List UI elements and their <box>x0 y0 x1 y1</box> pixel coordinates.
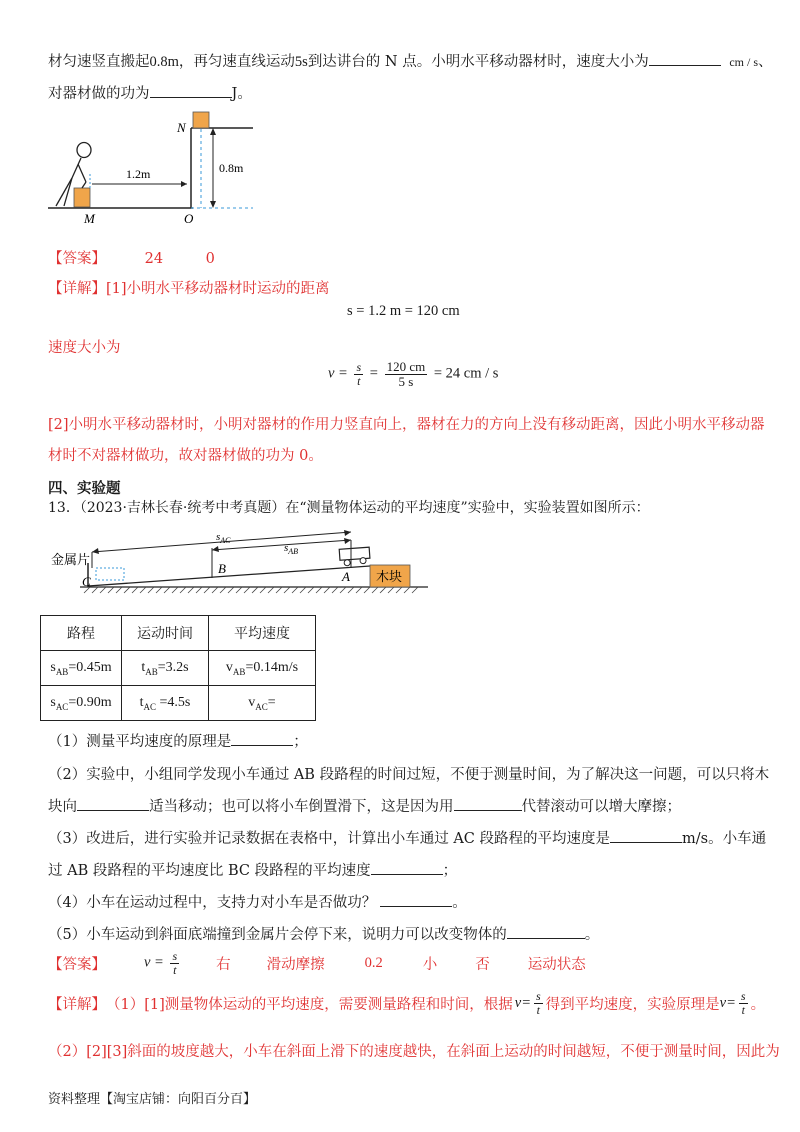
text: m/s。小车通 <box>682 831 767 847</box>
wood-block-label: 木块 <box>376 569 403 584</box>
text: ，再匀速直线运动 <box>178 54 295 70</box>
point-c-label: C <box>82 574 91 589</box>
q13-part-3-line1 <box>48 827 766 848</box>
text: 块向 <box>48 799 77 815</box>
page-footer <box>48 1088 256 1107</box>
q12-detail-2-line1 <box>48 413 765 434</box>
table-cell: $s_{AB}=0.45m$ <box>41 651 122 686</box>
q12-detail-1 <box>48 277 330 298</box>
answer-blank[interactable] <box>231 744 293 746</box>
answer-value: 否 <box>475 956 490 973</box>
detail-tag: 【详解】 <box>48 996 106 1013</box>
answer-blank[interactable] <box>77 809 149 811</box>
text: （3）改进后，进行实验并记录数据在表格中，计算出小车通过 AC 段路程的平均速度是 <box>48 831 611 847</box>
point-m-label: M <box>84 211 95 226</box>
text: ； <box>293 734 308 750</box>
denominator: 5 s <box>398 373 414 389</box>
text: 。 <box>750 996 766 1013</box>
q13-part-2-line1 <box>48 763 769 784</box>
text: 四、实验题 <box>48 481 121 497</box>
q13-detail-1 <box>48 990 765 1016</box>
text: = <box>369 365 378 382</box>
sac-label: $s_{AC}$ <box>216 531 231 545</box>
answer-blank[interactable] <box>649 64 721 66</box>
q13-part-5 <box>48 923 599 944</box>
answer-tag: 【答案】 <box>48 956 106 973</box>
height-label: 0.8m <box>219 161 244 175</box>
table-cell[interactable]: $v_{AC}=$ <box>209 686 316 721</box>
q12-speed-intro <box>48 336 121 357</box>
answer-value: 0 <box>205 251 215 267</box>
text: 速度大小为 <box>48 340 121 356</box>
text: 材匀速竖直搬起 <box>48 54 150 70</box>
table-header: 运动时间 <box>122 616 209 651</box>
table-cell: $t_{AB}=3.2s$ <box>122 651 209 686</box>
answer-value: 小 <box>422 956 438 973</box>
distance-label: 1.2m <box>126 167 151 181</box>
text: 。 <box>452 895 467 911</box>
denominator: t <box>357 373 361 388</box>
table-row <box>41 686 316 721</box>
text: 0.8m <box>149 54 179 70</box>
text: 代替滚动可以增大摩擦； <box>521 799 681 815</box>
ground-hatch <box>84 587 418 593</box>
text: （4）小车在运动过程中，支持力对小车是否做功？ <box>48 895 377 911</box>
sab-label: $s_{AB}$ <box>284 542 299 556</box>
text: [1]小明水平移动器材时运动的距离 <box>106 281 330 297</box>
q13-part-1 <box>48 730 308 751</box>
q12-equation-2 <box>328 360 498 388</box>
answer-blank[interactable] <box>150 96 232 98</box>
text: 到达讲台的 N 点。小明水平移动器材时，速度大小为 <box>307 54 649 70</box>
text: = 24 cm / s <box>433 365 499 382</box>
formula-v: v= <box>514 994 531 1011</box>
answer-tag: 【答案】 <box>48 251 106 267</box>
q13-part-3-line2 <box>48 859 457 880</box>
q12-detail-2-line2 <box>48 444 323 465</box>
text: 过 AB 段路程的平均速度比 BC 段路程的平均速度 <box>48 863 371 879</box>
text: 得到平均速度，实验原理是 <box>545 996 720 1013</box>
table-header: 平均速度 <box>209 616 316 651</box>
unit: cm / s <box>729 55 758 69</box>
cart-icon <box>339 547 370 566</box>
text: v = <box>144 954 164 971</box>
q13-data-table <box>40 615 316 721</box>
formula-frac: $\frac{s}{t}$ <box>536 989 541 1017</box>
point-o-label: O <box>184 211 194 226</box>
numerator: s <box>356 360 362 375</box>
table-cell: $s_{AC}=0.90m$ <box>41 686 122 721</box>
q13-stem <box>48 497 650 517</box>
answer-blank[interactable] <box>371 873 443 875</box>
text: 、 <box>758 54 773 70</box>
text: （1）测量平均速度的原理是 <box>48 734 232 750</box>
denominator: t <box>173 962 177 977</box>
text: （2）[2][3]斜面的坡度越大，小车在斜面上滑下的速度越快，在斜面上运动的时间越短，不便于测量时间，因此为 <box>48 1044 780 1060</box>
q12-line1 <box>48 50 773 71</box>
box-at-m <box>74 188 90 207</box>
text: （2）实验中，小组同学发现小车通过 AB 段路程的时间过短，不便于测量时间，为了解决这一问题，可以只将木 <box>48 767 770 783</box>
text: 5s <box>294 54 308 70</box>
cart-outline <box>96 568 124 580</box>
answer-value: 0.2 <box>364 954 383 971</box>
formula-frac: $\frac{s}{t}$ <box>740 989 746 1017</box>
answer-blank[interactable] <box>610 841 682 843</box>
answer-blank[interactable] <box>380 905 452 907</box>
answer-value: 滑动摩擦 <box>266 956 325 973</box>
q12-line2 <box>48 82 252 103</box>
box-on-stage <box>193 112 209 128</box>
answer-blank[interactable] <box>454 809 522 811</box>
table-cell: $v_{AB}=0.14m/s$ <box>209 651 316 686</box>
answer-value: 右 <box>216 956 231 973</box>
metal-plate-label: 金属片 <box>51 552 91 567</box>
section-heading <box>48 477 121 498</box>
numerator: s <box>172 949 178 963</box>
answer-value: 运动状态 <box>527 956 586 973</box>
text: [2]小明水平移动器材时，小明对器材的作用力竖直向上，器材在力的方向上没有移动距离，因此小明水平移动器 <box>48 417 765 433</box>
text: （5）小车运动到斜面底端撞到金属片会停下来，说明力可以改变物体的 <box>48 927 507 943</box>
q12-answer <box>48 247 215 268</box>
point-a-label: A <box>342 569 350 584</box>
numerator: 120 cm <box>386 359 426 374</box>
detail-tag: 【详解】 <box>48 281 106 297</box>
answer-blank[interactable] <box>507 937 585 939</box>
q12-equation-1 <box>347 303 460 320</box>
point-b-label: B <box>218 561 226 576</box>
point-n-label: N <box>177 120 186 135</box>
text: （1）[1]测量物体运动的平均速度，需要测量路程和时间，根据 <box>106 996 513 1013</box>
q13-part-2-line2 <box>48 795 681 816</box>
text: v = <box>328 365 348 382</box>
formula-v: v= <box>719 994 736 1011</box>
table-header-row <box>41 616 316 651</box>
answer-formula <box>144 950 182 976</box>
q13-diagram <box>40 520 430 605</box>
text: 13．（2023·吉林长春·统考中考真题）在“测量物体运动的平均速度”实验中，实验装置如图所示： <box>48 500 650 516</box>
footer-text: 资料整理【淘宝店铺：向阳百分百】 <box>48 1092 257 1107</box>
q12-diagram <box>48 108 258 228</box>
table-header: 路程 <box>41 616 122 651</box>
text: 。 <box>584 927 600 943</box>
q13-part-4 <box>48 891 467 912</box>
text: 材时不对器材做功，故对器材做的功为 0。 <box>48 448 323 464</box>
equation: s = 1.2 m = 120 cm <box>347 303 460 319</box>
q13-answer <box>48 950 586 976</box>
table-cell: $t_{AC} =4.5s$ <box>122 686 209 721</box>
q13-detail-2 <box>48 1040 780 1061</box>
answer-value: 24 <box>144 251 164 267</box>
text: ； <box>442 863 458 879</box>
text: 对器材做的功为 <box>48 86 150 102</box>
text: J。 <box>231 86 252 102</box>
table-row <box>41 651 316 686</box>
text: 适当移动；也可以将小车倒置滑下，这是因为用 <box>149 799 454 815</box>
